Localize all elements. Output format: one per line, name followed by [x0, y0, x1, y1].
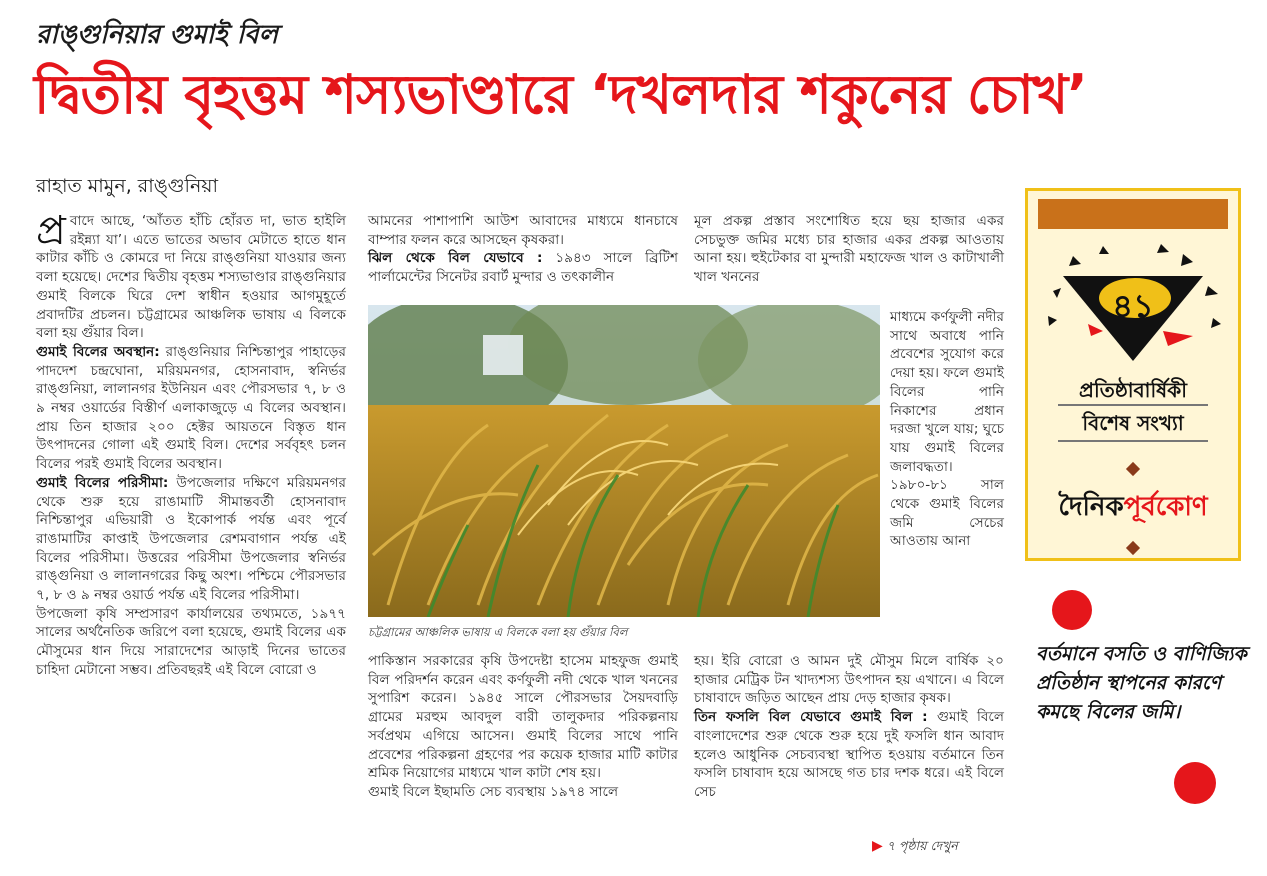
subhead-location: গুমাই বিলের অবস্থান: — [36, 343, 160, 360]
paragraph: পাকিস্তান সরকারের কৃষি উপদেষ্টা হাসেম মাহফুজ গুমাই বিল পরিদর্শন করেন এবং কর্ণফুলী নদী থেকে খাল খননের সুপারিশ করেন। ১৯৪৫ সালে পৌরসভার সৈয়দবাড়ি গ্রামের মরহুম আবদুল বারী তালুকদার পরিকল্পনায় সর্বপ্রথম এগিয়ে আসেন। গুমাই বিলের সাথে পানি প্রবেশের পরিকল্পনা গ্রহণের পর কয়েক হাজার মাটি কাটার শ্রমিক নিয়োগের মাধ্যমে খাল কাটা শেষ হয়। — [368, 653, 678, 782]
red-dot-ornament — [1174, 762, 1216, 804]
paragraph: ১৯৪৩ সালে ব্রিটিশ পার্লামেন্টের সিনেটর রবার্ট মুন্দার ও তৎকালীন — [368, 250, 678, 286]
brand-name-a: দৈনিক — [1058, 492, 1124, 522]
badge-divider — [1058, 440, 1208, 442]
badge-number: ৪১ — [1112, 287, 1154, 325]
paragraph: রাঙ্গুনিয়ার নিশ্চিন্তাপুর পাহাড়ের পাদদেশ চন্দ্রঘোনা, মরিয়মনগর, হোসনাবাদ, স্বনির্ভর রাঙ্গুনিয়া, লালানগর ইউনিয়ন এবং পৌরসভার ৭, ৮ ও ৯ নম্বর ওয়ার্ডের বিস্তীর্ণ এলাকাজুড়ে এ বিলের অবস্থান। প্রায় তিন হাজার ২০০ হেক্টর আয়তনে বিস্তৃত ধান উৎপাদনের গোলা এই গুমাই বিল। দেশের সর্ববৃহৎ চলন বিলের পরই গুমাই বিলের অবস্থান। — [36, 343, 346, 473]
paragraph: বাদে আছে, ‘আঁতত হাঁচি হোঁরত দা, ভাত হাইলি রইন্ন্যা যা’। এতে ভাতের অভাব মেটাতে হাতে ধান কাটার কাঁচি ও কোমরে দা নিয়ে রাঙ্গুনিয়া যাওয়ার জন্য বলা হয়েছে। দেশের দ্বিতীয় বৃহত্তম শস্যভাণ্ডার রাঙ্গুনিয়ার গুমাই বিলকে ঘিরে দেশ স্বাধীন হওয়ার আগমুহূর্তে প্রবাদটির প্রচলন। চট্টগ্রামের আঞ্চলিক ভাষায় এ বিলকে বলা হয় গুঁয়ার বিল। — [36, 213, 346, 342]
article-column-2-top — [368, 212, 678, 287]
headline: দ্বিতীয় বৃহত্তম শস্যভাণ্ডারে ‘দখলদার শকুনের চোখ’ — [34, 63, 1087, 126]
drop-cap: প্র — [36, 208, 66, 254]
diamond-ornament — [1126, 541, 1140, 555]
kicker: রাঙ্গুনিয়ার গুমাই বিল — [36, 20, 279, 50]
photo-caption: চট্টগ্রামের আঞ্চলিক ভাষায় এ বিলকে বলা হয় গুঁয়ার বিল — [368, 625, 628, 639]
continue-note — [872, 838, 958, 858]
byline: রাহাত মামুন, রাঙ্গুনিয়া — [36, 175, 219, 197]
paragraph: মূল প্রকল্প প্রস্তাব সংশোধিত হয়ে ছয় হাজার একর সেচভুক্ত জমির মধ্যে চার হাজার একর প্রকল্প আওতায় আনা হয়। হুইটেকার বা মুন্দারী মহাফেজ খাল ও কাটাখালী খাল খননের — [694, 213, 1004, 286]
subhead-jheel: ঝিল থেকে বিল যেভাবে : — [368, 250, 543, 267]
brand-name — [1028, 486, 1238, 530]
pull-quote: বর্তমানে বসতি ও বাণিজ্যিক প্রতিষ্ঠান স্থাপনের কারণে কমছে বিলের জমি। — [1036, 643, 1247, 723]
red-dot-ornament — [1052, 590, 1092, 630]
rice-field-photo — [368, 305, 880, 617]
play-arrow-icon: ▶ — [872, 838, 883, 854]
paragraph: গুমাই বিলে ইছামতি সেচ ব্যবস্থায় ১৯৭৪ সালে — [368, 783, 619, 800]
anniversary-badge — [1025, 188, 1241, 561]
article-column-2-bottom — [368, 652, 678, 802]
paragraph: আমনের পাশাপাশি আউশ আবাদের মাধ্যমে ধানচাষে বাম্পার ফলন করে আসছেন কৃষকরা। — [368, 213, 678, 248]
paragraph: উপজেলা কৃষি সম্প্রসারণ কার্যালয়ের তথ্যমতে, ১৯৭৭ সালের অর্থনৈতিক জরিপে বলা হয়েছে, গুমাই বিলের এক মৌসুমের ধান দিয়ে সারাদেশের আড়াই দিনের ভাতের চাহিদা মেটানো সম্ভব। প্রতিবছরই এই বিলে বোরো ও — [36, 605, 346, 678]
paragraph: উপজেলার দক্ষিণে মরিয়মনগর থেকে শুরু হয়ে রাঙামাটি সীমান্তবর্তী হোসনাবাদ নিশ্চিন্তাপুর এভিয়ারী ও ইকোপার্ক পর্যন্ত এবং পূর্বে রাঙামাটির কাপ্তাই উপজেলার রেশমবাগান পর্যন্ত এই বিলের পরিসীমা। উত্তরের পরিসীমা উপজেলার স্বনির্ভর রাঙ্গুনিয়া ও লালানগরের কিছু অংশ। পশ্চিমে পৌরসভার ৭, ৮ ও ৯ নম্বর ওয়ার্ড পর্যন্ত এই বিলের পরিসীমা। — [36, 474, 346, 604]
article-column-3-narrow: মাধ্যমে কর্ণফুলী নদীর সাথে অবাধে পানি প্রবেশের সুযোগ করে দেয়া হয়। ফলে গুমাই বিলের পানি নিকাশের প্রধান দরজা খুলে যায়; ঘুচে যায় গুমাই বিলের জলাবদ্ধতা। ১৯৮০-৮১ সাল থেকে গুমাই বিলের জমি সেচের আওতায় আনা — [890, 309, 1004, 550]
badge-line-2: বিশেষ সংখ্যা — [1082, 411, 1184, 435]
paragraph: হয়। ইরি বোরো ও আমন দুই মৌসুম মিলে বার্ষিক ২০ হাজার মেট্রিক টন খাদ্যশস্য উৎপাদন হয় এখানে। এ বিলে চাষাবাদে জড়িত আছেন প্রায় দেড় হাজার কৃষক। — [694, 653, 1004, 707]
badge-line-1: প্রতিষ্ঠাবার্ষিকী — [1079, 378, 1187, 402]
continue-text: ৭ পৃষ্ঠায় দেখুন — [886, 838, 958, 853]
article-column-3-top — [694, 212, 1004, 287]
article-column-1 — [36, 208, 346, 680]
subhead-boundary: গুমাই বিলের পরিসীমা: — [36, 474, 169, 491]
badge-bar — [1038, 199, 1228, 229]
paragraph: গুমাই বিলে বাংলাদেশের শুরু থেকে শুরু হয়ে দুই ফসলি ধান আবাদ হলেও আধুনিক সেচব্যবস্থা স্থাপিত হওয়ায় বর্তমানে তিন ফসলি চাষাবাদ হয়ে আসছে গত চার দশক ধরে। এই বিলে সেচ — [694, 709, 1004, 800]
subhead-three-crop: তিন ফসলি বিল যেভাবে গুমাই বিল : — [694, 709, 928, 726]
brand-name-b: পূর্বকোণ — [1123, 492, 1208, 522]
badge-divider — [1058, 404, 1208, 406]
article-column-3-bottom — [694, 652, 1004, 802]
diamond-ornament — [1126, 462, 1140, 476]
